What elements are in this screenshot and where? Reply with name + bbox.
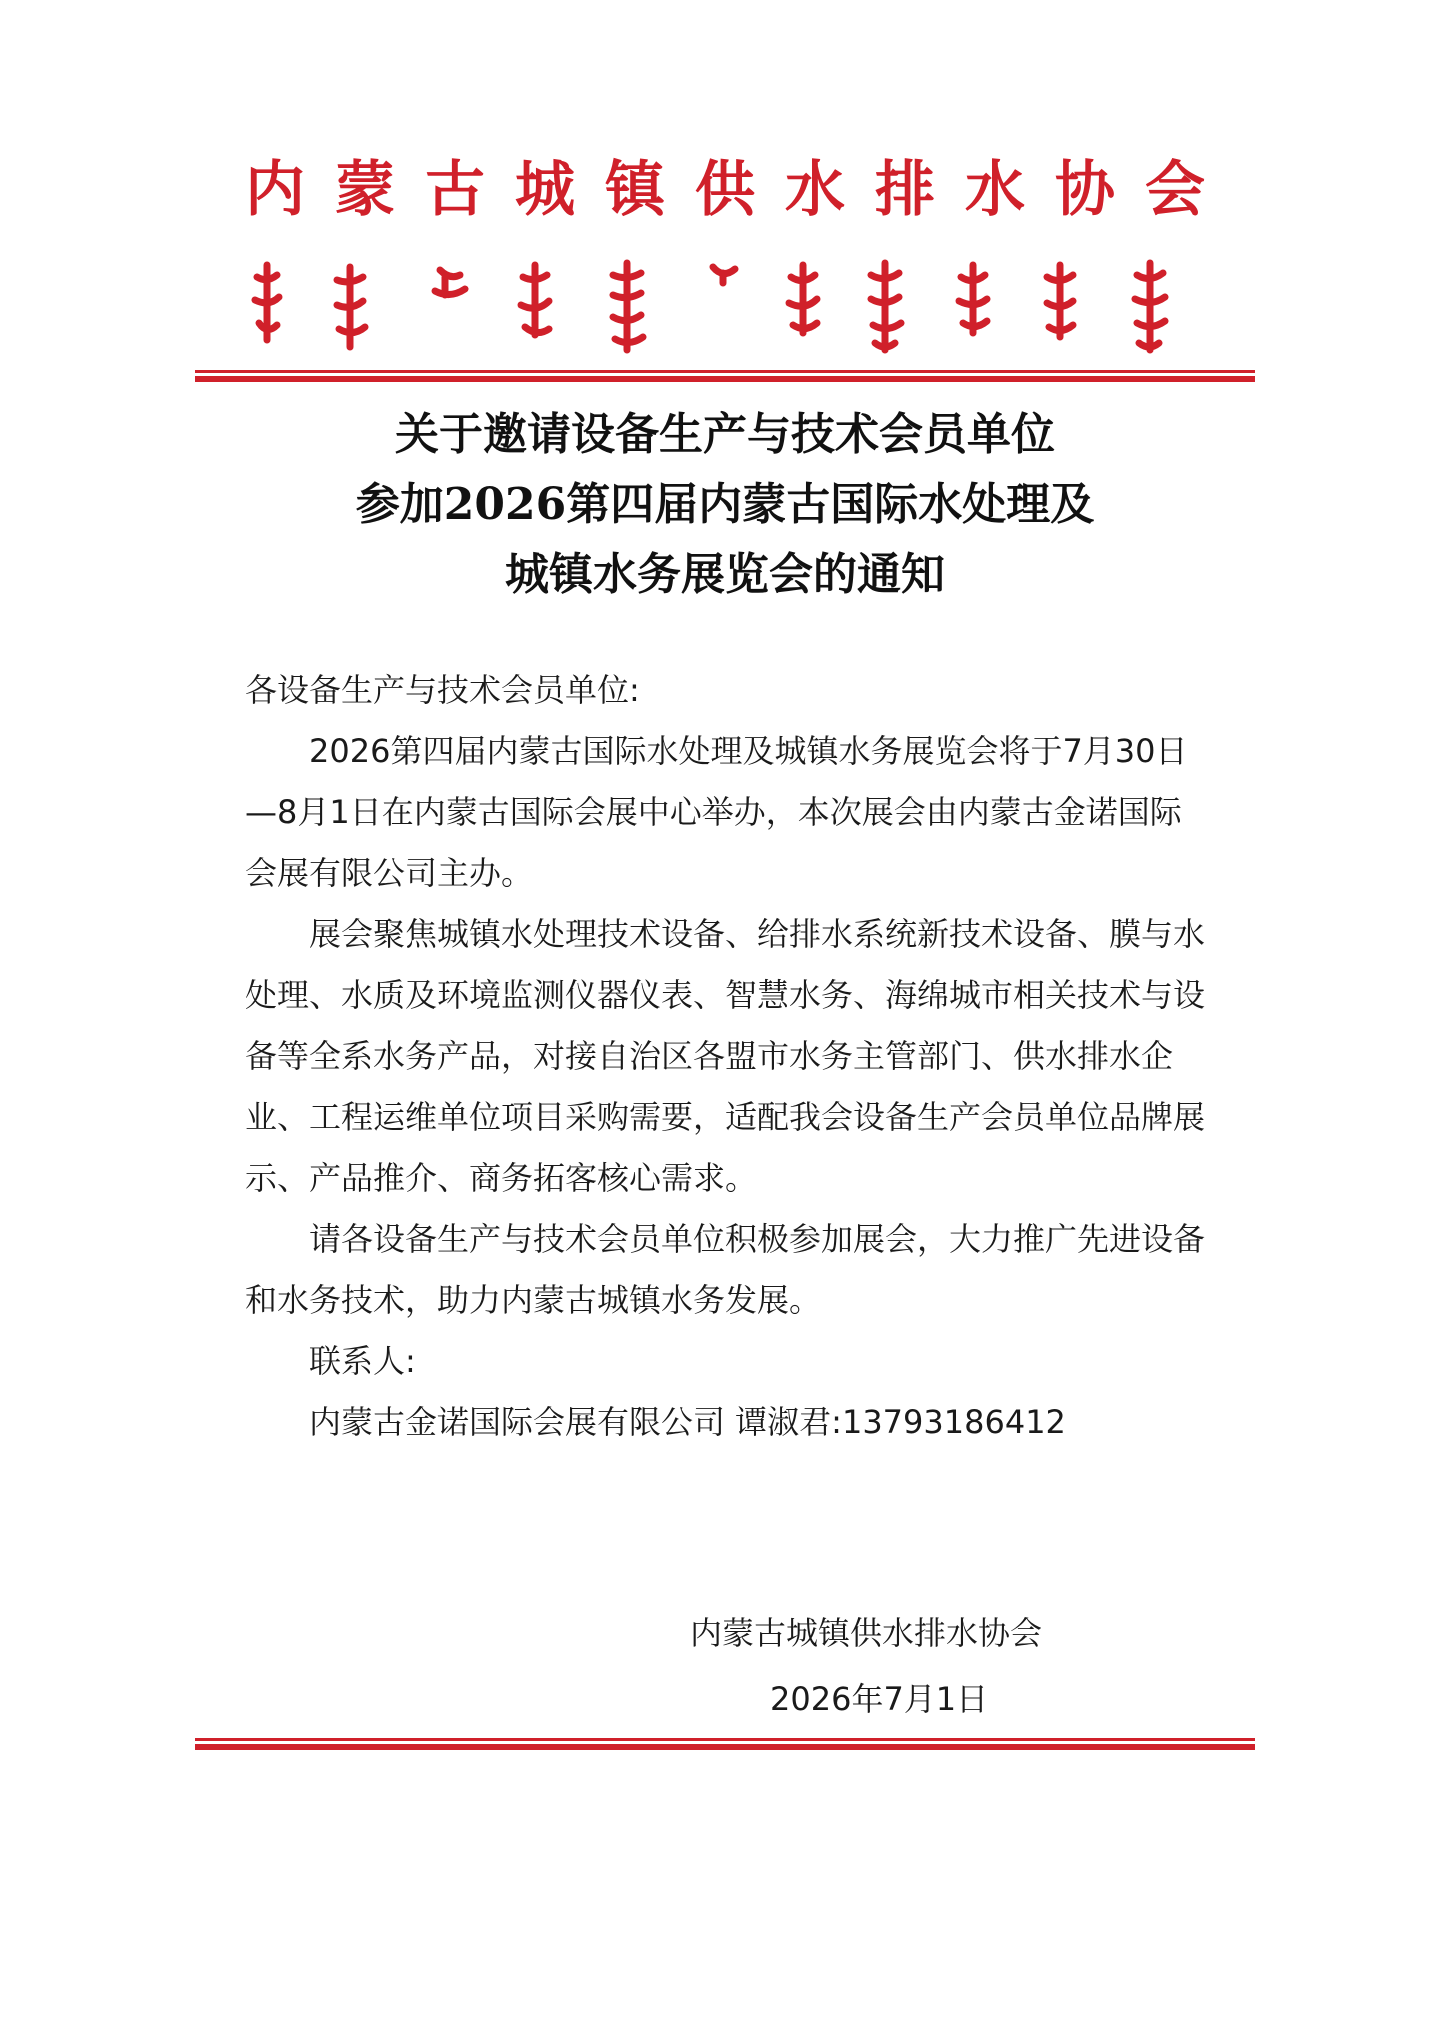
mongolian-word-1: [255, 265, 279, 340]
org-char: 会: [1145, 155, 1205, 225]
paragraph-3: 请各设备生产与技术会员单位积极参加展会，大力推广先进设备和水务技术，助力内蒙古城镇水务发展。: [245, 1220, 1206, 1319]
salutation: 各设备生产与技术会员单位:: [245, 671, 640, 709]
org-name-mongolian: [245, 255, 1205, 355]
contact-line: 内蒙古金诺国际会展有限公司 谭淑君:13793186412: [309, 1403, 1066, 1441]
footer-divider: [195, 1738, 1255, 1750]
mongolian-word-6: [713, 267, 735, 283]
org-char: 内: [245, 155, 305, 225]
mongolian-word-5: [613, 263, 643, 350]
mongolian-word-9: [959, 265, 987, 333]
mongolian-word-2: [337, 267, 365, 347]
org-char: 水: [965, 155, 1025, 225]
title-line-2: 参加2026第四届内蒙古国际水处理及: [355, 479, 1095, 530]
mongolian-word-10: [1047, 265, 1073, 337]
notice-body: [245, 660, 1205, 1453]
signature-org: 内蒙古城镇供水排水协会: [690, 1614, 1043, 1652]
signature-block: [690, 1600, 1190, 1732]
org-char: 蒙: [335, 155, 395, 225]
mongolian-word-4: [521, 265, 549, 335]
mongolian-word-3: [435, 270, 465, 295]
header-divider: [195, 370, 1255, 382]
paragraph-2: 展会聚焦城镇水处理技术设备、给排水系统新技术设备、膜与水处理、水质及环境监测仪器仪表、智慧水务、海绵城市相关技术与设备等全系水务产品，对接自治区各盟市水务主管部门、供水排水企业、工程运维单位项目采购需要，适配我会设备生产会员单位品牌展示、产品推介、商务拓客核心需求。: [245, 915, 1206, 1197]
org-char: 排: [875, 155, 935, 225]
notice-title: [195, 400, 1255, 610]
title-line-1: 关于邀请设备生产与技术会员单位: [395, 409, 1055, 460]
title-line-3: 城镇水务展览会的通知: [505, 549, 945, 600]
mongolian-word-11: [1135, 263, 1165, 350]
org-char: 城: [515, 155, 575, 225]
org-char: 协: [1055, 155, 1115, 225]
org-char: 镇: [605, 155, 665, 225]
mongolian-word-7: [789, 265, 817, 333]
org-char: 供: [695, 155, 755, 225]
contact-label: 联系人:: [309, 1342, 416, 1380]
org-char: 古: [425, 155, 485, 225]
signature-date: 2026年7月1日: [770, 1680, 989, 1718]
org-name-chinese: [245, 150, 1205, 230]
org-char: 水: [785, 155, 845, 225]
paragraph-1: 2026第四届内蒙古国际水处理及城镇水务展览会将于7月30日—8月1日在内蒙古国际会展中心举办，本次展会由内蒙古金诺国际会展有限公司主办。: [245, 732, 1188, 892]
mongolian-word-8: [871, 263, 901, 350]
